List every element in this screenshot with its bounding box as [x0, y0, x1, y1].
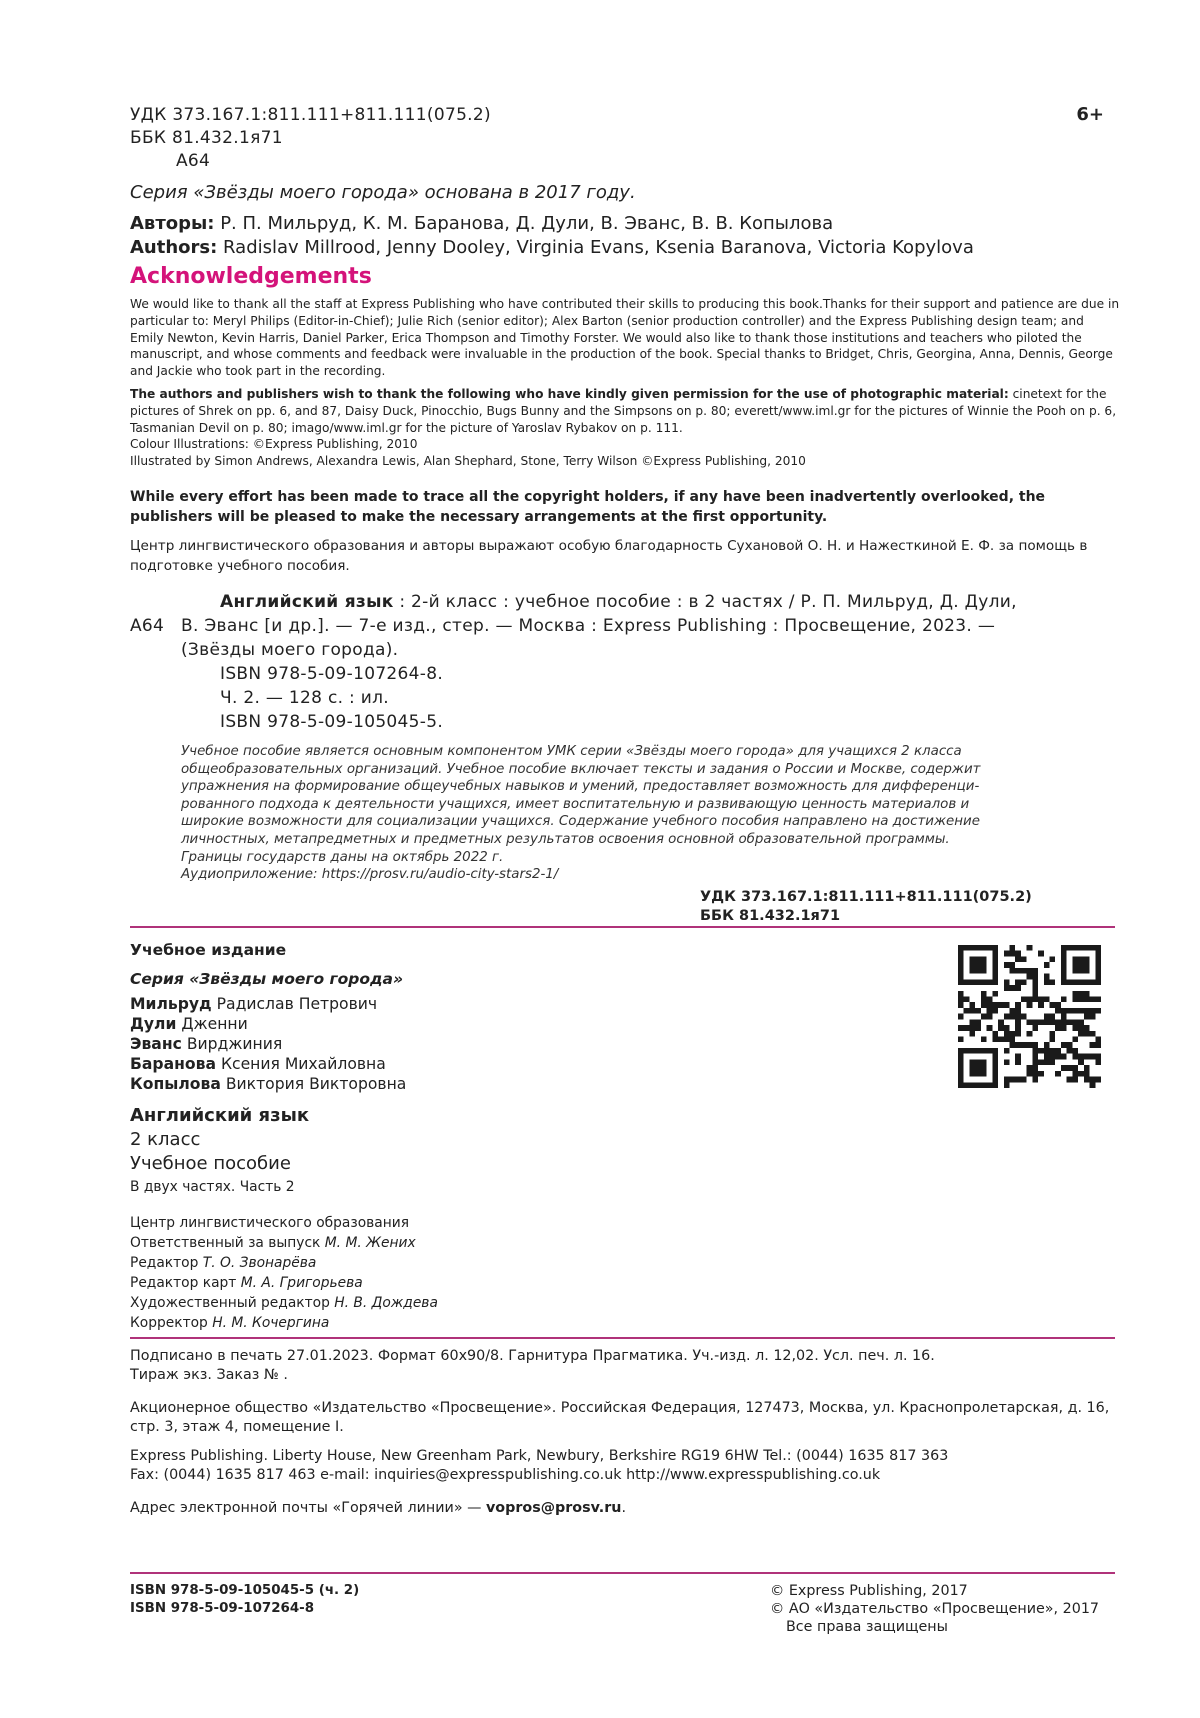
author-entry	[130, 994, 406, 1014]
permissions-text: cinetext for the pictures of Shrek on pp. 6, and 87, Daisy Duck, Pinocchio, Bugs Bunny and the Simpsons on p. 80; everett/www.iml.gr for the pictures of Winnie the Pooh on p. 6, Tasmanian Devil on p. 80; imago/www.iml.gr for the picture of Yaroslav Rybakov on p. 111.	[130, 387, 1117, 435]
authors-en-label: Authors:	[130, 237, 218, 258]
footer-isbn-2: ISBN 978-5-09-107264-8	[130, 1601, 315, 1616]
bbk-code-bold: ББК 81.432.1я71	[700, 908, 841, 924]
acknowledgements-title: Acknowledgements	[130, 264, 372, 289]
description-line: Границы государств даны на октябрь 2022 г.	[181, 849, 504, 865]
express-line-2: Fax: (0044) 1635 817 463 e-mail: inquiries@expresspublishing.co.uk http://www.expresspublishing.co.uk	[130, 1467, 881, 1483]
udk-code: УДК 373.167.1:811.111+811.111(075.2)	[130, 105, 491, 125]
footer-copyright	[770, 1582, 1099, 1636]
staff-entry	[130, 1313, 438, 1333]
divider-bottom	[130, 1572, 1115, 1574]
description-line: Аудиоприложение: https://prosv.ru/audio-city-stars2-1/	[181, 867, 559, 883]
rights-reserved: Все права защищены	[786, 1619, 948, 1635]
express-address	[130, 1447, 1120, 1485]
divider-middle	[130, 1337, 1115, 1339]
hotline	[130, 1499, 1120, 1518]
author-entry	[130, 1054, 406, 1074]
bib-isbn-set: ISBN 978-5-09-107264-8.	[220, 664, 444, 684]
staff-entry	[130, 1213, 438, 1233]
staff-role: Корректор	[130, 1315, 213, 1331]
authors-ru-names: Р. П. Мильруд, К. М. Баранова, Д. Дули, В. Эванс, В. В. Копылова	[214, 213, 834, 234]
author-name: Дженни	[176, 1015, 248, 1033]
thanks-note: Центр лингвистического образования и авторы выражают особую благодарность Сухановой О. Н. и Нажесткиной Е. Ф. за помощь в подготовке учебного пособия.	[130, 538, 1088, 574]
footer-isbn-1: ISBN 978-5-09-105045-5 (ч. 2)	[130, 1583, 360, 1598]
bib-line-1	[220, 590, 1017, 614]
divider-top	[130, 926, 1115, 928]
author-surname: Копылова	[130, 1075, 221, 1093]
staff-entry	[130, 1253, 438, 1273]
publisher-address: Акционерное общество «Издательство «Просвещение». Российская Федерация, 127473, Москва, ул. Краснопролетарская, д. 16, стр. 3, этаж 4, помещение I.	[130, 1400, 1110, 1435]
bib-line-1-rest: : 2-й класс : учебное пособие : в 2 частях / Р. П. Мильруд, Д. Дули,	[393, 592, 1017, 612]
author-code: А64	[176, 151, 211, 171]
copyright-warning: While every effort has been made to trace all the copyright holders, if any have been inadvertently overlooked, the publishers will be pleased to make the necessary arrangements at the first opportunity.	[130, 489, 1046, 525]
signed-line: Подписано в печать 27.01.2023. Формат 60x90/8. Гарнитура Прагматика. Уч.-изд. л. 12,02. Усл. печ. л. 16.	[130, 1348, 935, 1364]
edition-block	[130, 940, 403, 989]
run-line: Тираж экз. Заказ № .	[130, 1367, 288, 1383]
author-name: Виктория Викторовна	[220, 1075, 407, 1093]
hotline-email: vopros@prosv.ru	[485, 1500, 622, 1516]
authors-ru-label: Авторы:	[130, 213, 215, 234]
author-entry	[130, 1074, 406, 1094]
staff-role: Центр лингвистического образования	[130, 1215, 410, 1231]
colour-credit: Colour Illustrations: ©Express Publishing, 2010	[130, 437, 418, 452]
staff-role: Ответственный за выпуск	[130, 1235, 325, 1251]
staff-name: Т. О. Звонарёва	[202, 1255, 317, 1271]
book-title: Английский язык	[130, 1105, 310, 1126]
permissions-block	[130, 386, 1120, 470]
print-info	[130, 1347, 1120, 1528]
illustration-credit: Illustrated by Simon Andrews, Alexandra Lewis, Alan Shephard, Stone, Terry Wilson ©Express Publishing, 2010	[130, 454, 806, 469]
authors-ru	[130, 212, 974, 236]
author-entry	[130, 1034, 406, 1054]
author-surname: Мильруд	[130, 995, 212, 1013]
bib-line-3: (Звёзды моего города).	[181, 640, 399, 660]
staff-name: Н. В. Дождева	[334, 1295, 438, 1311]
description-line: личностных, метапредметных и предметных результатов освоения основной образовательной программы.	[181, 831, 950, 847]
copyright-2: © АО «Издательство «Просвещение», 2017	[770, 1601, 1100, 1617]
author-name: Вирджиния	[181, 1035, 283, 1053]
staff-name: М. М. Жених	[324, 1235, 416, 1251]
copyright-1: © Express Publishing, 2017	[770, 1583, 968, 1599]
udk-code-bold: УДК 373.167.1:811.111+811.111(075.2)	[700, 889, 1032, 905]
book-grade: 2 класс	[130, 1129, 201, 1150]
author-name: Радислав Петрович	[211, 995, 378, 1013]
authors-en	[130, 236, 974, 260]
permissions-lead: The authors and publishers wish to thank the following who have kindly given permission for the use of photographic material:	[130, 387, 1009, 401]
staff-role: Редактор	[130, 1255, 203, 1271]
book-description	[181, 743, 1011, 884]
book-part: В двух частях. Часть 2	[130, 1179, 295, 1195]
staff-role: Редактор карт	[130, 1275, 241, 1291]
staff-name: М. А. Григорьева	[240, 1275, 363, 1291]
qr-code-icon	[958, 945, 1101, 1088]
bbk-code: ББК 81.432.1я71	[130, 128, 283, 148]
series-note: Серия «Звёзды моего города» основана в 2017 году.	[130, 182, 636, 203]
udk-block	[700, 888, 1032, 926]
footer-isbn	[130, 1582, 359, 1618]
edition-series: Серия «Звёзды моего города»	[130, 970, 404, 988]
edition-type: Учебное издание	[130, 941, 287, 959]
author-surname: Эванс	[130, 1035, 182, 1053]
bib-code: А64	[130, 616, 165, 636]
bib-line-2: В. Эванс [и др.]. — 7-е изд., стер. — Москва : Express Publishing : Просвещение, 2023. —	[181, 616, 996, 636]
hotline-label: Адрес электронной почты «Горячей линии» —	[130, 1500, 486, 1516]
book-info	[130, 1104, 309, 1196]
author-entry	[130, 1014, 406, 1034]
description-line: Учебное пособие является основным компонентом УМК серии «Звёзды моего города» для учащихся 2 класса	[181, 744, 962, 759]
author-name: Ксения Михайловна	[215, 1055, 386, 1073]
description-line: общеобразовательных организаций. Учебное пособие включает тексты и задания о России и Москве, содержит	[181, 761, 981, 777]
author-surname: Дули	[130, 1015, 177, 1033]
hotline-end: .	[621, 1500, 626, 1516]
author-surname: Баранова	[130, 1055, 216, 1073]
classification-codes	[130, 104, 491, 173]
authors-block	[130, 212, 974, 260]
staff-entry	[130, 1273, 438, 1293]
description-line: рованного подхода к деятельности учащихся, имеет воспитательную и развивающую ценность материалов и	[181, 796, 970, 812]
staff-entry	[130, 1293, 438, 1313]
staff-list	[130, 1213, 438, 1333]
authors-list	[130, 994, 406, 1094]
bib-pages: Ч. 2. — 128 с. : ил.	[220, 688, 389, 708]
bib-isbn-part: ISBN 978-5-09-105045-5.	[220, 712, 444, 732]
age-rating: 6+	[1076, 104, 1104, 125]
staff-role: Художественный редактор	[130, 1295, 335, 1311]
acknowledgements-text: We would like to thank all the staff at Express Publishing who have contributed their skills to producing this book.Thanks for their support and patience are due in particular to: Meryl Philips (Editor-in-Chief); Julie Rich (senior editor); Alex Barton (senior production controller) and the Express Publishing design team; and Emily Newton, Kevin Harris, Daniel Parker, Erica Thompson and Timothy Forster. We would also like to thank those institutions and teachers who piloted the manuscript, and whose comments and feedback were invaluable in the production of the book. Special thanks to Bridget, Chris, Georgina, Anna, Dennis, George and Jackie who took part in the recording.	[130, 297, 1120, 379]
book-kind: Учебное пособие	[130, 1153, 291, 1174]
authors-en-names: Radislav Millrood, Jenny Dooley, Virginia Evans, Ksenia Baranova, Victoria Kopylova	[217, 237, 974, 258]
description-line: широкие возможности для социализации учащихся. Содержание учебного пособия направлено на достижение	[181, 814, 980, 830]
express-line-1: Express Publishing. Liberty House, New Greenham Park, Newbury, Berkshire RG19 6HW Tel.: (0044) 1635 817 363	[130, 1448, 949, 1464]
print-signed	[130, 1347, 1120, 1385]
bib-title: Английский язык	[220, 592, 394, 612]
staff-name: Н. М. Кочергина	[212, 1315, 330, 1331]
description-line: упражнения на формирование общеучебных навыков и умений, предоставляет возможность для дифференци-	[181, 779, 980, 795]
bibliographic-record	[0, 590, 1200, 740]
staff-entry	[130, 1233, 438, 1253]
